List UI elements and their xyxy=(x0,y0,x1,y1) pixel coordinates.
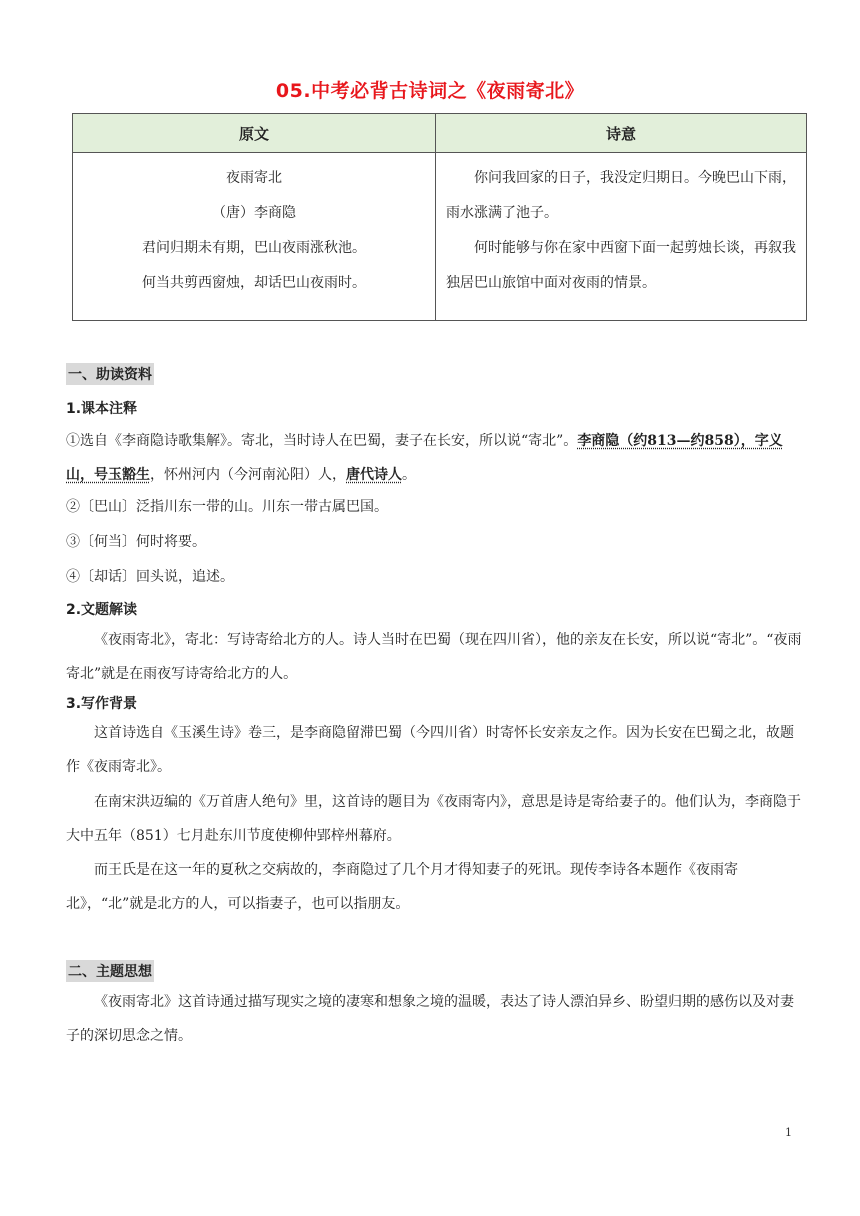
theme-paragraph: 《夜雨寄北》这首诗通过描写现实之境的凄寒和想象之境的温暖，表达了诗人漂泊异乡、盼望归期的感伤以及对妻子的深切思念之情。 xyxy=(66,994,794,1044)
note-3: ③〔何当〕何时将要。 xyxy=(66,534,206,550)
note-4: ④〔却话〕回头说，追述。 xyxy=(66,569,234,585)
section-heading-theme: 二、主题思想 xyxy=(66,960,154,982)
note-1-origin: ，怀州河内（今河南沁阳）人， xyxy=(150,467,346,483)
note-1-author: 李商隐（约813—约858），字义山，号玉豁生 xyxy=(66,433,783,483)
subheading-title-explain: 2.文题解读 xyxy=(66,602,138,618)
poem-line-1: 君问归期未有期，巴山夜雨涨秋池。 xyxy=(142,240,366,256)
page-number: 1 xyxy=(785,1126,792,1139)
col-header-original: 原文 xyxy=(73,114,436,153)
col-header-meaning: 诗意 xyxy=(436,114,807,153)
meaning-para-1: 你问我回家的日子，我没定归期日。今晚巴山下雨，雨水涨满了池子。 xyxy=(446,170,796,221)
page-title: 05.中考必背古诗词之《夜雨寄北》 xyxy=(275,80,585,102)
subheading-background: 3.写作背景 xyxy=(66,696,138,712)
background-paragraph-3: 而王氏是在这一年的夏秋之交病故的，李商隐过了几个月才得知妻子的死讯。现传李诗各本题作《夜雨寄北》，“北”就是北方的人，可以指妻子，也可以指朋友。 xyxy=(66,862,738,912)
background-paragraph-1: 这首诗选自《玉溪生诗》卷三，是李商隐留滞巴蜀（今四川省）时寄怀长安亲友之作。因为长安在巴蜀之北，故题作《夜雨寄北》。 xyxy=(66,725,794,775)
note-1-era: 唐代诗人 xyxy=(346,467,402,483)
poem-author: （唐）李商隐 xyxy=(212,205,296,221)
title-explain-paragraph: 《夜雨寄北》，寄北：写诗寄给北方的人。诗人当时在巴蜀（现在四川省），他的亲友在长安，所以说“寄北”。“夜雨寄北”就是在雨夜写诗寄给北方的人。 xyxy=(66,632,802,682)
poem-title: 夜雨寄北 xyxy=(226,170,282,186)
subheading-notes: 1.课本注释 xyxy=(66,401,138,417)
meaning-cell xyxy=(436,153,807,321)
note-1-text: ①选自《李商隐诗歌集解》。寄北，当时诗人在巴蜀，妻子在长安，所以说“寄北”。 xyxy=(66,433,578,449)
note-2: ②〔巴山〕泛指川东一带的山。川东一带古属巴国。 xyxy=(66,499,388,515)
section-heading-reading: 一、助读资料 xyxy=(66,363,154,385)
note-1 xyxy=(66,424,806,492)
background-paragraph-2: 在南宋洪迈编的《万首唐人绝句》里，这首诗的题目为《夜雨寄内》，意思是诗是寄给妻子的。他们认为，李商隐于大中五年（851）七月赴东川节度使柳仲郢梓州幕府。 xyxy=(66,794,801,844)
poem-table xyxy=(72,113,807,321)
original-cell xyxy=(73,153,436,321)
note-1-end: 。 xyxy=(402,467,416,483)
meaning-para-2: 何时能够与你在家中西窗下面一起剪烛长谈，再叙我独居巴山旅馆中面对夜雨的情景。 xyxy=(446,240,796,291)
poem-line-2: 何当共剪西窗烛，却话巴山夜雨时。 xyxy=(142,275,366,291)
